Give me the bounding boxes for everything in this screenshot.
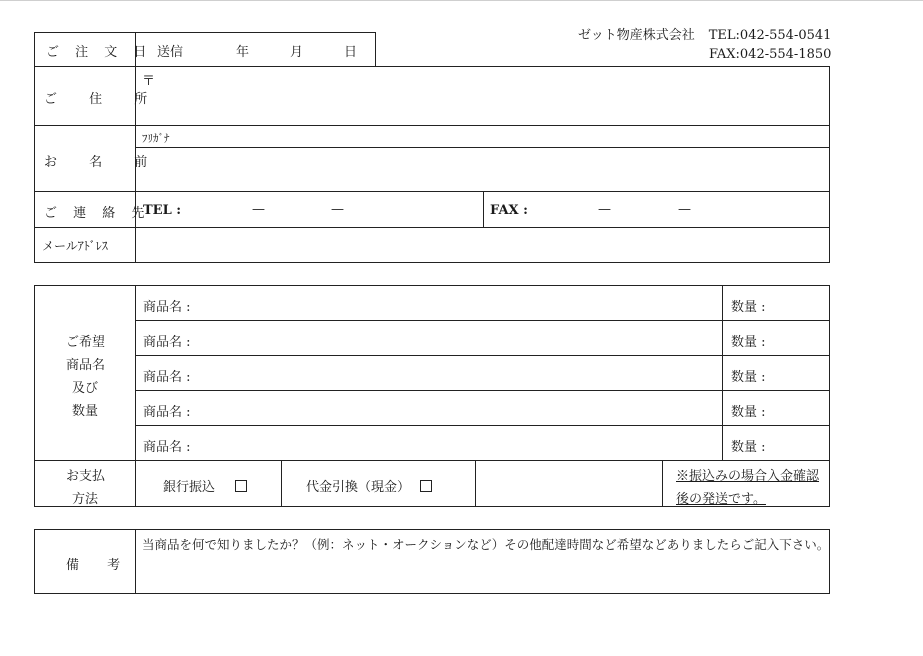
product-qty-field-5[interactable] bbox=[772, 426, 828, 459]
product-name-field-1[interactable] bbox=[200, 286, 720, 319]
order-date-prefix: 送信 bbox=[157, 45, 184, 60]
postal-mark: 〒 bbox=[142, 74, 156, 89]
order-year-label: 年 bbox=[236, 45, 250, 60]
product-qty-field-2[interactable] bbox=[772, 321, 828, 354]
payment-label-line-2: 方法 bbox=[72, 492, 99, 507]
product-qty-label-2: 数量 : bbox=[731, 335, 766, 350]
tel-label: TEL : bbox=[143, 203, 182, 218]
remarks-field[interactable] bbox=[136, 554, 829, 593]
email-label: メールｱﾄﾞﾚｽ bbox=[42, 239, 108, 253]
products-label-line-2: 商品名 bbox=[66, 358, 106, 373]
product-name-field-2[interactable] bbox=[200, 321, 720, 354]
cod-label: 代金引換（現金） bbox=[306, 480, 411, 495]
bank-transfer-checkbox[interactable] bbox=[235, 480, 247, 492]
top-divider bbox=[0, 0, 923, 1]
payment-note-line-1: ※振込みの場合入金確認 bbox=[676, 469, 820, 484]
name-field[interactable] bbox=[136, 148, 829, 190]
address-label: ご 住 所 bbox=[44, 92, 162, 107]
bank-transfer-label: 銀行振込 bbox=[163, 480, 216, 495]
bank-transfer-option bbox=[163, 476, 247, 495]
fax-dash-2: — bbox=[678, 202, 691, 217]
company-header bbox=[578, 24, 845, 43]
product-name-field-5[interactable] bbox=[200, 426, 720, 459]
product-name-label-5: 商品名 : bbox=[143, 440, 191, 455]
tel-dash-1: — bbox=[252, 202, 265, 217]
product-name-label-2: 商品名 : bbox=[143, 335, 191, 350]
address-field[interactable] bbox=[136, 85, 829, 124]
fax-dash-1: — bbox=[598, 202, 611, 217]
product-qty-label-3: 数量 : bbox=[731, 370, 766, 385]
company-fax: FAX:042-554-1850 bbox=[709, 47, 832, 62]
furigana-label: ﾌﾘｶﾞﾅ bbox=[142, 132, 170, 145]
company-name: ゼット物産株式会社 bbox=[578, 28, 695, 43]
cod-option bbox=[306, 476, 432, 495]
product-qty-field-3[interactable] bbox=[772, 356, 828, 389]
order-day-label: 日 bbox=[344, 45, 358, 60]
payment-label-line-1: お支払 bbox=[66, 469, 106, 484]
remarks-instruction: 当商品を何で知りましたか？（例：ネット・オークションなど）その他配達時間など希望などありましたらご記入下さい。 bbox=[142, 537, 830, 552]
tel-dash-2: — bbox=[331, 202, 344, 217]
name-label: お 名 前 bbox=[44, 155, 162, 170]
product-name-label-4: 商品名 : bbox=[143, 405, 191, 420]
order-month-label: 月 bbox=[290, 45, 304, 60]
product-qty-label-4: 数量 : bbox=[731, 405, 766, 420]
product-qty-field-1[interactable] bbox=[772, 286, 828, 319]
company-tel: TEL:042-554-0541 bbox=[708, 28, 832, 43]
furigana-field[interactable] bbox=[210, 126, 829, 146]
product-name-field-4[interactable] bbox=[200, 391, 720, 424]
remarks-label: 備 考 bbox=[66, 558, 133, 573]
product-qty-label-5: 数量 : bbox=[731, 440, 766, 455]
products-label-line-1: ご希望 bbox=[66, 335, 106, 350]
products-label-line-4: 数量 bbox=[72, 404, 99, 419]
cod-checkbox[interactable] bbox=[420, 480, 432, 492]
product-qty-label-1: 数量 : bbox=[731, 300, 766, 315]
product-name-field-3[interactable] bbox=[200, 356, 720, 389]
products-label-line-3: 及び bbox=[72, 381, 99, 396]
product-name-label-1: 商品名 : bbox=[143, 300, 191, 315]
order-date-label: ご 注 文 日 bbox=[46, 45, 153, 60]
email-field[interactable] bbox=[136, 228, 829, 262]
fax-field[interactable] bbox=[535, 192, 827, 226]
payment-note-line-2: 後の発送です。 bbox=[676, 492, 766, 507]
tel-field[interactable] bbox=[190, 192, 480, 226]
product-name-label-3: 商品名 : bbox=[143, 370, 191, 385]
fax-label: FAX : bbox=[490, 203, 528, 218]
contact-label: ご 連 絡 先 bbox=[44, 206, 151, 221]
product-qty-field-4[interactable] bbox=[772, 391, 828, 424]
